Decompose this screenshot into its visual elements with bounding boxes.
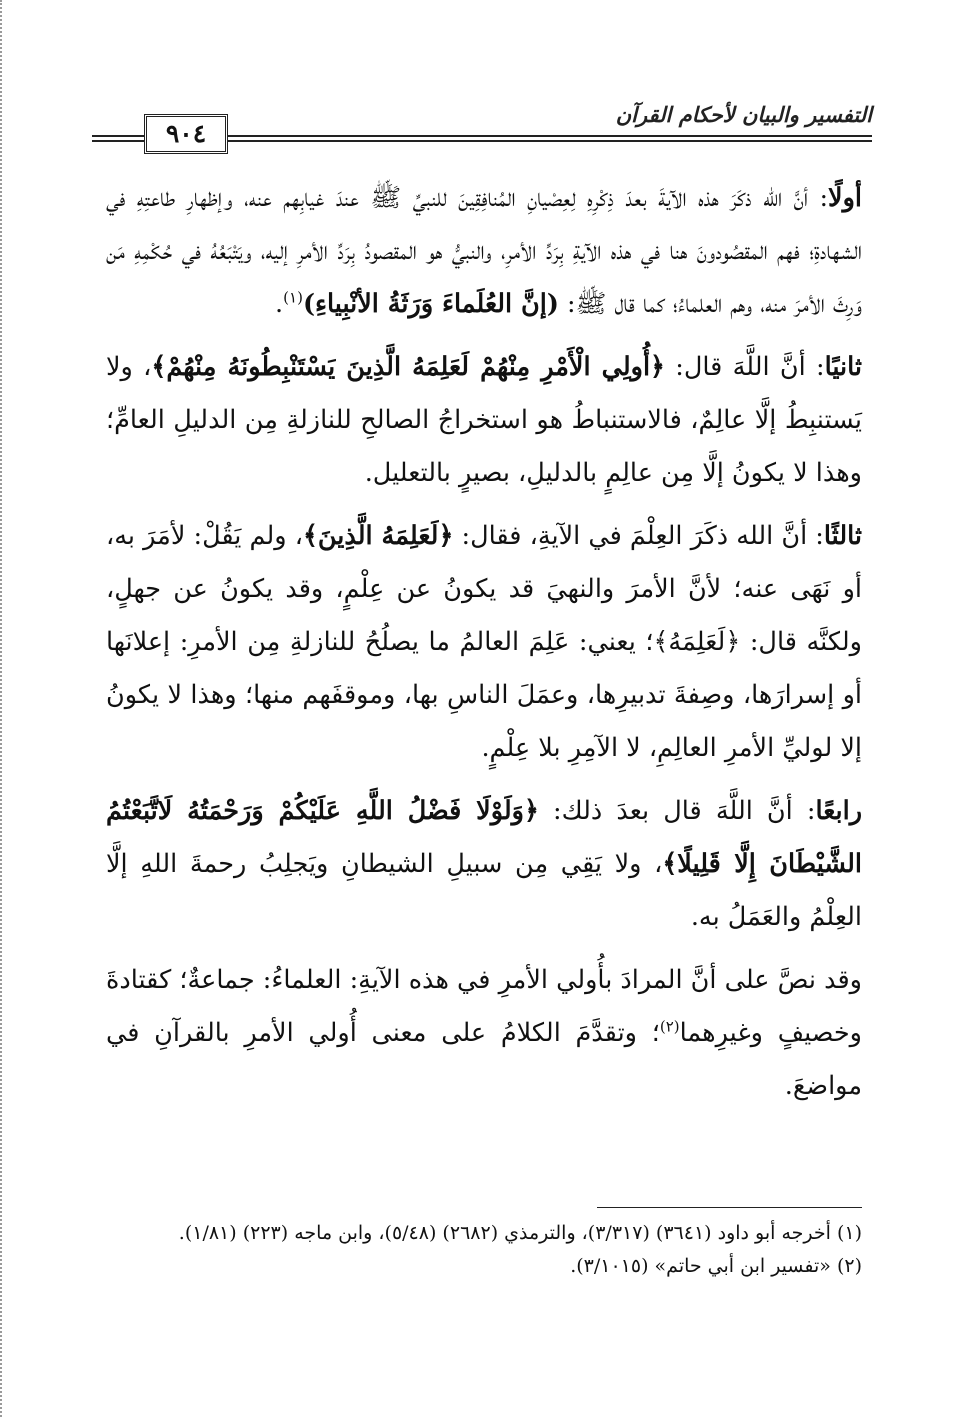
footnote-ref: (١) <box>283 288 303 307</box>
page-number: ٩٠٤ <box>144 114 228 154</box>
footnote-ref: (٢) <box>659 1017 680 1036</box>
paragraph-lead: أولًا <box>828 183 862 213</box>
book-title: التفسير والبيان لأحكام القرآن <box>615 102 872 127</box>
paragraph-tail: ، ولا يَستنبِطُ إلَّا عالِمٌ، فالاستنباطُ هو استخراجُ الصالحِ للنازلةِ مِن الدليلِ العامِّ؛ وهذا لا يكونُ إلَّا مِن عالِمٍ بالدليلِ، بصيرٍ بالتعليل. <box>106 352 862 488</box>
footnote-number: (٢) <box>836 1255 862 1277</box>
footnotes <box>106 1218 862 1284</box>
running-header <box>92 98 872 158</box>
footnote-item <box>106 1218 862 1249</box>
page-body <box>106 172 862 1123</box>
paragraph-lead: ثالثًا <box>823 521 862 551</box>
hadith-quote: (إنَّ العُلَماءَ وَرَثَةُ الأنْبِياءِ) <box>302 289 559 319</box>
paragraph-tail: . <box>275 289 284 319</box>
paragraph-third <box>106 510 862 775</box>
page-spine <box>0 0 14 1417</box>
footnote-text: «تفسير ابن أبي حاتم» (٣/١٠١٥). <box>570 1255 831 1277</box>
paragraph-lead: ثانيًا <box>824 352 862 382</box>
footnote-separator <box>597 1207 862 1208</box>
paragraph-tail: ، ولا يَقِي مِن سبيلِ الشيطانِ ويَجلِبُ رحمةَ اللهِ إلَّا العِلْمُ والعَمَلُ به. <box>106 849 862 932</box>
quran-quote: ﴿لَعَلِمَهُ الَّذِينَ﴾ <box>302 521 454 551</box>
paragraph-first <box>106 172 862 331</box>
paragraph-second <box>106 341 862 500</box>
paragraph-text: وقد نصَّ على أنَّ المرادَ بأُولي الأمرِ في هذه الآيةِ: العلماءُ: جماعةٌ؛ كقتادةَ وخصيفٍ وغيرِهما <box>106 965 862 1048</box>
paragraph-tail: ، ولم يَقُلْ: لأمَرَ به، أو نَهَى عنه؛ لأنَّ الأمرَ والنهيَ قد يكونُ عن عِلْمٍ، وقد يكونُ عن جهلٍ، ولكنَّه قال: ﴿لَعَلِمَهُ﴾؛ يعني: عَلِمَ العالمُ ما يصلُحُ للنازلةِ مِن الأمرِ: إعلانَها أو إسرارَها، وصِفةَ تدبيرِها، وعمَلَ الناسِ بها، وموقفَهم منها؛ وهذا لا يكونُ إلا لوليِّ الأمرِ العالِمِ، لا الآمِرِ بلا عِلْمٍ. <box>106 521 862 763</box>
paragraph-text: : أنَّ الله ذكَرَ العِلْمَ في الآيةِ، فقال: <box>453 521 824 551</box>
paragraph-tail: ؛ وتقدَّمَ الكلامُ على معنى أُولي الأمرِ بالقرآنِ في مواضعَ. <box>106 1018 862 1101</box>
paragraph-text: : أنَّ الله ذكَرَ هذه الآيةَ بعدَ ذِكْرِهِ لِعِصْيانِ المُنافِقِينَ للنبيِّ ﷺ عندَ غيابِهم عنه، وإظهارِ طاعتِهِ في الشهادةِ؛ فهم المقصُودونَ هنا في هذه الآيةِ بِرَدِّ الأمرِ، والنبيُّ هو المقصودُ بِرَدِّ الأمرِ إليه، ويَتْبَعُهُ في حُكْمِهِ مَن وَرِثَ الأمرَ منه، وهم العلماءُ؛ كما قال ﷺ: <box>106 183 862 319</box>
paragraph-lead: رابعًا <box>815 796 863 826</box>
quran-quote: ﴿أُولِي الْأَمْرِ مِنْهُمْ لَعَلِمَهُ الَّذِينَ يَسْتَنْبِطُونَهُ مِنْهُمْ﴾ <box>151 352 665 382</box>
paragraph-text: : أنَّ اللَّهَ قال: <box>664 352 825 382</box>
quran-quote: ﴿وَلَوْلَا فَضْلُ اللَّهِ عَلَيْكُمْ وَرَحْمَتُهُ لَاتَّبَعْتُمُ الشَّيْطَانَ إِلَّا قَلِيلًا﴾ <box>106 796 862 879</box>
footnote-item <box>106 1251 862 1282</box>
paragraph-fourth <box>106 785 862 944</box>
paragraph-fifth <box>106 954 862 1113</box>
footnote-number: (١) <box>836 1222 862 1244</box>
footnote-text: أخرجه أبو داود (٣٦٤١) (٣/٣١٧)، والترمذي (٢٦٨٢) (٥/٤٨)، وابن ماجه (٢٢٣) (١/٨١). <box>178 1222 831 1244</box>
paragraph-text: : أنَّ اللَّهَ قال بعدَ ذلك: <box>538 796 816 826</box>
